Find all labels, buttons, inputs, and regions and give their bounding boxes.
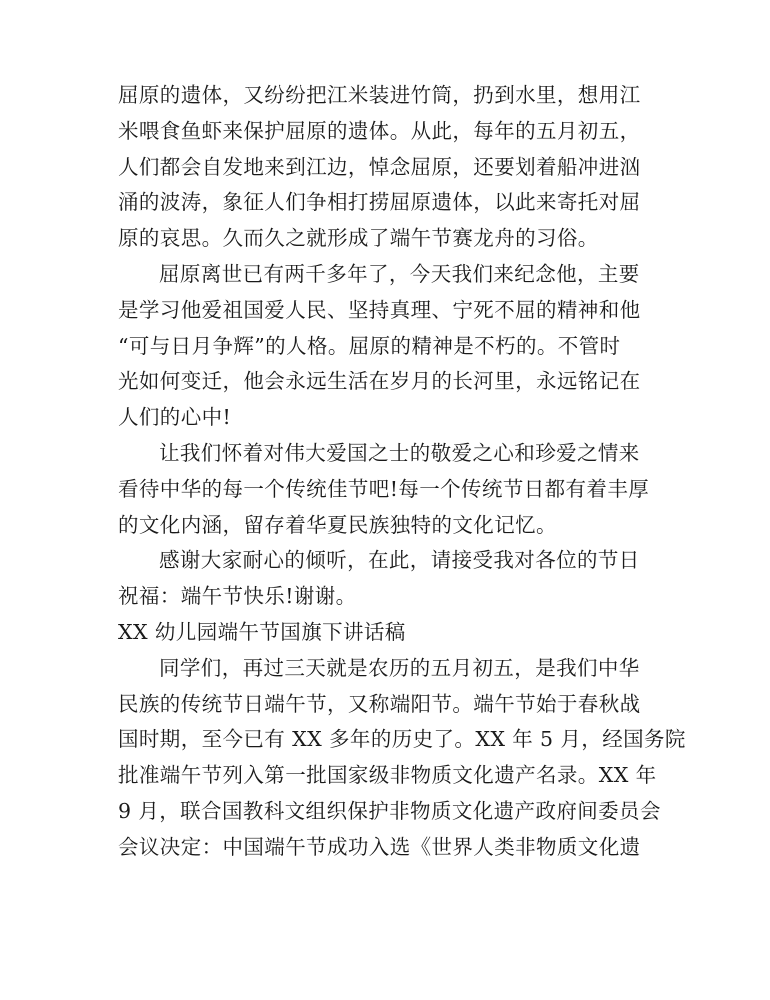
text-line: 让我们怀着对伟大爱国之士的敬爱之心和珍爱之情来 — [159, 440, 640, 465]
text-line: “可与日月争辉”的人格。屈原的精神是不朽的。不管时 — [118, 333, 621, 358]
text-line: 米喂食鱼虾来保护屈原的遗体。从此，每年的五月初五， — [118, 118, 641, 143]
text-line: 国时期，至今已有 XX 多年的历史了。XX 年 5 月，经国务院 — [118, 727, 686, 752]
text-line: 原的哀思。久而久之就形成了端午节赛龙舟的习俗。 — [118, 226, 599, 251]
text-line: 人们的心中! — [118, 405, 232, 430]
text-line: 屈原的遗体，又纷纷把江米装进竹筒，扔到水里，想用江 — [118, 83, 641, 107]
text-line: 感谢大家耐心的倾听，在此，请接受我对各位的节日 — [159, 548, 640, 573]
text-line: 的文化内涵，留存着华夏民族独特的文化记忆。 — [118, 512, 557, 537]
text-line: 批准端午节列入第一批国家级非物质文化遗产名录。XX 年 — [118, 763, 657, 788]
text-line: 9 月，联合国教科文组织保护非物质文化遗产政府间委员会 — [118, 798, 661, 823]
text-line: 看待中华的每一个传统佳节吧!每一个传统节日都有着丰厚 — [118, 476, 650, 501]
text-line: 民族的传统节日端午节，又称端阳节。端午节始于春秋战 — [118, 691, 641, 716]
text-line: 是学习他爱祖国爱人民、坚持真理、宁死不屈的精神和他 — [118, 297, 641, 322]
document-body — [118, 78, 686, 866]
text-line: 涌的波涛，象征人们争相打捞屈原遗体，以此来寄托对屈 — [118, 190, 641, 215]
text-line: 人们都会自发地来到江边，悼念屈原，还要划着船冲进汹 — [118, 154, 641, 179]
text-line: 会议决定：中国端午节成功入选《世界人类非物质文化遗 — [118, 834, 641, 859]
text-line: 光如何变迁，他会永远生活在岁月的长河里，永远铭记在 — [118, 369, 641, 394]
text-line: XX 幼儿园端午节国旗下讲话稿 — [118, 619, 406, 644]
text-line: 祝福：端午节快乐!谢谢。 — [118, 584, 357, 609]
text-line: 屈原离世已有两千多年了，今天我们来纪念他，主要 — [159, 261, 640, 286]
text-line: 同学们，再过三天就是农历的五月初五，是我们中华 — [159, 655, 640, 680]
